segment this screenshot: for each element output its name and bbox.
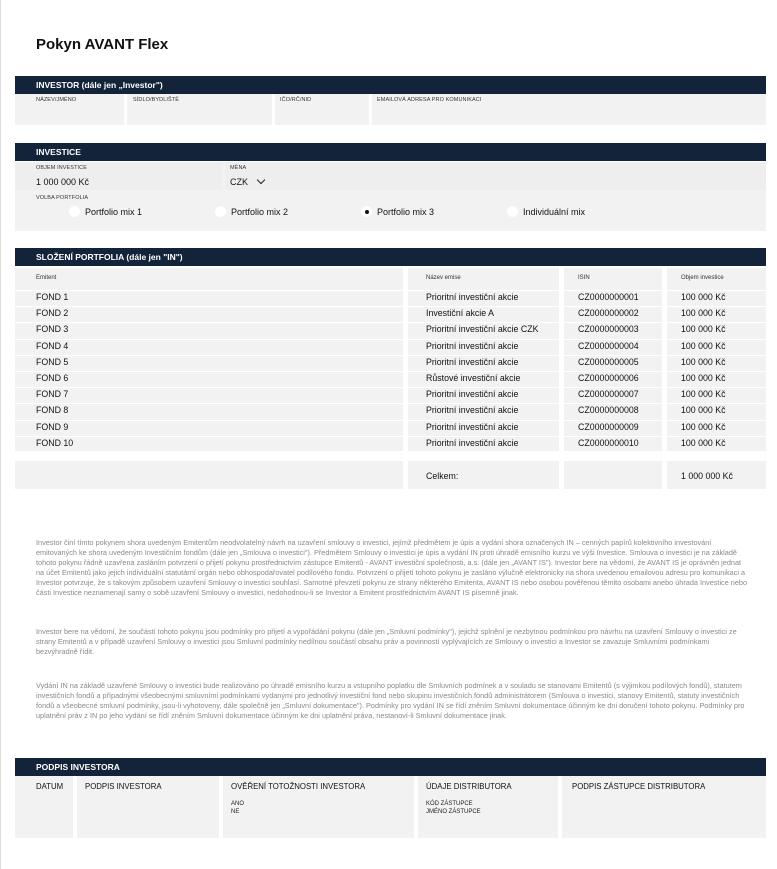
cell-isin: CZ0000000005: [578, 356, 639, 367]
currency-select[interactable]: CZK: [230, 177, 248, 187]
table-row-separator: [15, 403, 766, 404]
col-header-isin: ISIN: [578, 275, 590, 281]
total-empty-2: [564, 461, 662, 489]
investor-id-label: IČO/RČ/NID: [280, 97, 312, 103]
cell-emitent: FOND 6: [36, 373, 69, 383]
investor-name-label: NÁZEV/JMÉNO: [36, 97, 77, 103]
cell-emitent: FOND 4: [36, 340, 69, 351]
col-header-emitent: Emitent: [36, 275, 57, 281]
table-row-separator: [15, 322, 766, 323]
total-value: 1 000 000 Kč: [681, 471, 733, 481]
radio-individualni-mix[interactable]: [507, 206, 518, 217]
total-empty-1: [15, 461, 403, 489]
cell-objem: 100 000 Kč: [681, 308, 726, 319]
cell-emitent: FOND 7: [36, 389, 69, 400]
total-label: Celkem:: [426, 471, 459, 481]
cell-isin: CZ0000000010: [578, 437, 639, 448]
table-row-separator: [15, 371, 766, 372]
page-title: Pokyn AVANT Flex: [36, 36, 169, 53]
cell-isin: CZ0000000006: [578, 373, 639, 383]
cell-nazev-emise: Prioritní investiční akcie: [426, 437, 519, 448]
slozeni-section-header: SLOŽENÍ PORTFOLIA (dále jen "IN"): [15, 248, 766, 266]
portfolio-label: VOLBA PORTFOLIA: [36, 195, 89, 201]
podpis-section-header: PODPIS INVESTORA: [15, 758, 766, 776]
sig-overeni-label: OVĚŘENÍ TOTOŽNOSTI INVESTORA: [231, 782, 366, 791]
cell-nazev-emise: Prioritní investiční akcie: [426, 340, 519, 351]
cell-nazev-emise: Investiční akcie A: [426, 308, 494, 319]
sig-ne-label: NE: [231, 809, 240, 815]
page-left-border: [0, 0, 1, 869]
cell-nazev-emise: Prioritní investiční akcie: [426, 421, 519, 432]
cell-nazev-emise: Prioritní investiční akcie: [426, 405, 519, 416]
cell-objem: 100 000 Kč: [681, 292, 726, 302]
radio-label-portfolio-mix-2: Portfolio mix 2: [231, 207, 289, 217]
cell-nazev-emise: Prioritní investiční akcie: [426, 389, 519, 400]
cell-isin: CZ0000000007: [578, 389, 639, 400]
investor-section-header: INVESTOR (dále jen „Investor"): [15, 76, 766, 94]
table-row-separator: [15, 387, 766, 388]
table-row-separator: [15, 306, 766, 307]
table-row-separator: [15, 290, 766, 291]
sig-investor-label: PODPIS INVESTORA: [85, 782, 162, 791]
cell-objem: 100 000 Kč: [681, 389, 726, 400]
sig-udaje-label: ÚDAJE DISTRIBUTORA: [426, 782, 512, 791]
currency-field-bg: [225, 162, 766, 190]
cell-emitent: FOND 5: [36, 356, 69, 367]
amount-label: OBJEM INVESTICE: [36, 165, 88, 171]
col-header-nazev: Název emise: [426, 275, 461, 281]
cell-nazev-emise: Prioritní investiční akcie CZK: [426, 324, 539, 335]
cell-objem: 100 000 Kč: [681, 340, 726, 351]
cell-isin: CZ0000000004: [578, 340, 639, 351]
radio-label-portfolio-mix-1: Portfolio mix 1: [85, 207, 143, 217]
cell-objem: 100 000 Kč: [681, 324, 726, 335]
currency-label: MĚNA: [230, 165, 247, 171]
radio-portfolio-mix-2[interactable]: [215, 206, 226, 217]
cell-nazev-emise: Prioritní investiční akcie: [426, 356, 519, 367]
cell-objem: 100 000 Kč: [681, 421, 726, 432]
terms-paragraph-1: Investor činí tímto pokynem shora uvedeným Emitentům neodvolatelný návrh na uzavření smlouvy o investici, jejímž předmětem je úpis a vydání shora označených IN – cenných papírů kolektivního investování emitovaných ke shora uvedeným Investičním fondům (dále jen „Smlouva o investici"). Předmětem Smlouvy o investici je úpis a vydání IN proti úhradě emisního kurzu ve výši Investice. Smlouva o investici je na základě tohoto pokynu řádně uzavřena zasláním potvrzení o přijetí pokynu prostřednictvím zástupce Emitentů - AVANT investiční společnosti, a.s. (dále jen „AVANT IS"). Investor bere na vědomí, že AVANT IS je oprávněn jednat na účet Emitentů jako jejich individuální statutární orgán nebo obhospodařovatel podílového fondu. Potvrzení o přijetí tohoto pokynu je zasláno výlučně elektronicky na shora uvedenou emailovou adresu pro komunikaci a Investor potvrzuje, že s takovým způsobem uzavření Smlouvy o investici souhlasí. Samotné převzetí pokynu ze strany některého Emitenta, AVANT IS nebo osobou pověřenou těmito osobami anebo úhrada Investice nebo části Investice neznamenají samy o sobě uzavření Smlouvy o investici, nedohodnou-li se Investor a Emitent prostřednictvím AVANT IS písemně jinak.: [36, 538, 748, 597]
sig-ano-label: ANO: [231, 801, 245, 807]
table-row-separator: [15, 420, 766, 421]
investor-email-label: EMAILOVÁ ADRESA PRO KOMUNIKACI: [377, 97, 482, 103]
cell-emitent: FOND 1: [36, 292, 69, 302]
sig-zastupce-label: PODPIS ZÁSTUPCE DISTRIBUTORA: [572, 782, 706, 791]
terms-paragraph-3: Vydání IN na základě uzavřené Smlouvy o investici bude realizováno po úhradě emisního kurzu a vstupního poplatku dle Smluvních podmínek a v souladu se stanovami Emitentů (s výjimkou podílových fondů), statutem investičních fondů a případnými všeobecnými smluvními podmínkami vydanými pro jednotlivý investiční fond nebo skupinu investičních fondů administrátorem (Smlouva o investici, stanovy Emitentů, statuty investičních fondů a všeobecné smluvní podmínky, jsou-li vyhotoveny, dále společně jen „Smluvní dokumentace"). Podmínky pro vydání IN se řídí zněním Smluvní dokumentace účinným ke dni doručení tohoto pokynu. Podmínky pro uplatnění práv z IN po jeho vydání se řídí zněním Smluvní dokumentace účinným ke dni uplatnění práva, nestanoví-li Smluvní dokumentace jinak.: [36, 681, 745, 720]
cell-emitent: FOND 2: [36, 308, 69, 319]
cell-emitent: FOND 3: [36, 324, 69, 335]
cell-nazev-emise: Prioritní investiční akcie: [426, 292, 519, 302]
cell-objem: 100 000 Kč: [681, 373, 726, 383]
amount-value: 1 000 000 Kč: [36, 177, 90, 187]
cell-emitent: FOND 8: [36, 405, 69, 416]
cell-isin: CZ0000000002: [578, 308, 639, 319]
cell-emitent: FOND 10: [36, 437, 74, 448]
radio-portfolio-mix-1[interactable]: [69, 206, 80, 217]
radio-portfolio-mix-3[interactable]: [361, 206, 372, 217]
table-row-separator: [15, 436, 766, 437]
table-row-separator: [15, 355, 766, 356]
sig-datum-label: DATUM: [36, 782, 64, 791]
cell-isin: CZ0000000008: [578, 405, 639, 416]
radio-label-individualni-mix: Individuální mix: [523, 207, 586, 217]
investice-section-header: INVESTICE: [15, 143, 766, 161]
table-row-separator: [15, 339, 766, 340]
sig-kod-label: KÓD ZÁSTUPCE: [426, 801, 473, 807]
cell-isin: CZ0000000003: [578, 324, 639, 335]
cell-objem: 100 000 Kč: [681, 437, 726, 448]
investor-address-label: SÍDLO/BYDLIŠTĚ: [133, 97, 180, 103]
cell-isin: CZ0000000009: [578, 421, 639, 432]
cell-emitent: FOND 9: [36, 421, 69, 432]
cell-objem: 100 000 Kč: [681, 405, 726, 416]
cell-nazev-emise: Růstové investiční akcie: [426, 373, 521, 383]
cell-isin: CZ0000000001: [578, 292, 639, 302]
terms-paragraph-2: Investor bere na vědomí, že součástí tohoto pokynu jsou podmínky pro přijetí a vypořádání pokynu (dále jen „Smluvní podmínky"), jejichž splnění je nezbytnou podmínkou pro návrhu na uzavření Smlouvy o investici ze strany Emitentů a v případě uzavření Smlouvy o investici jsou Smluvní podmínky nedílnou součástí obsahu práv a povinností vyplývajících ze Smlouvy o investici a Investor se zavazuje Smluvními podmínkami bezvýhradně řídit.: [36, 627, 737, 656]
cell-objem: 100 000 Kč: [681, 356, 726, 367]
col-emitent-bg: [15, 268, 403, 451]
sig-jmeno-label: JMÉNO ZÁSTUPCE: [426, 809, 481, 815]
radio-label-portfolio-mix-3: Portfolio mix 3: [377, 207, 435, 217]
col-header-objem: Objem investice: [681, 275, 724, 281]
